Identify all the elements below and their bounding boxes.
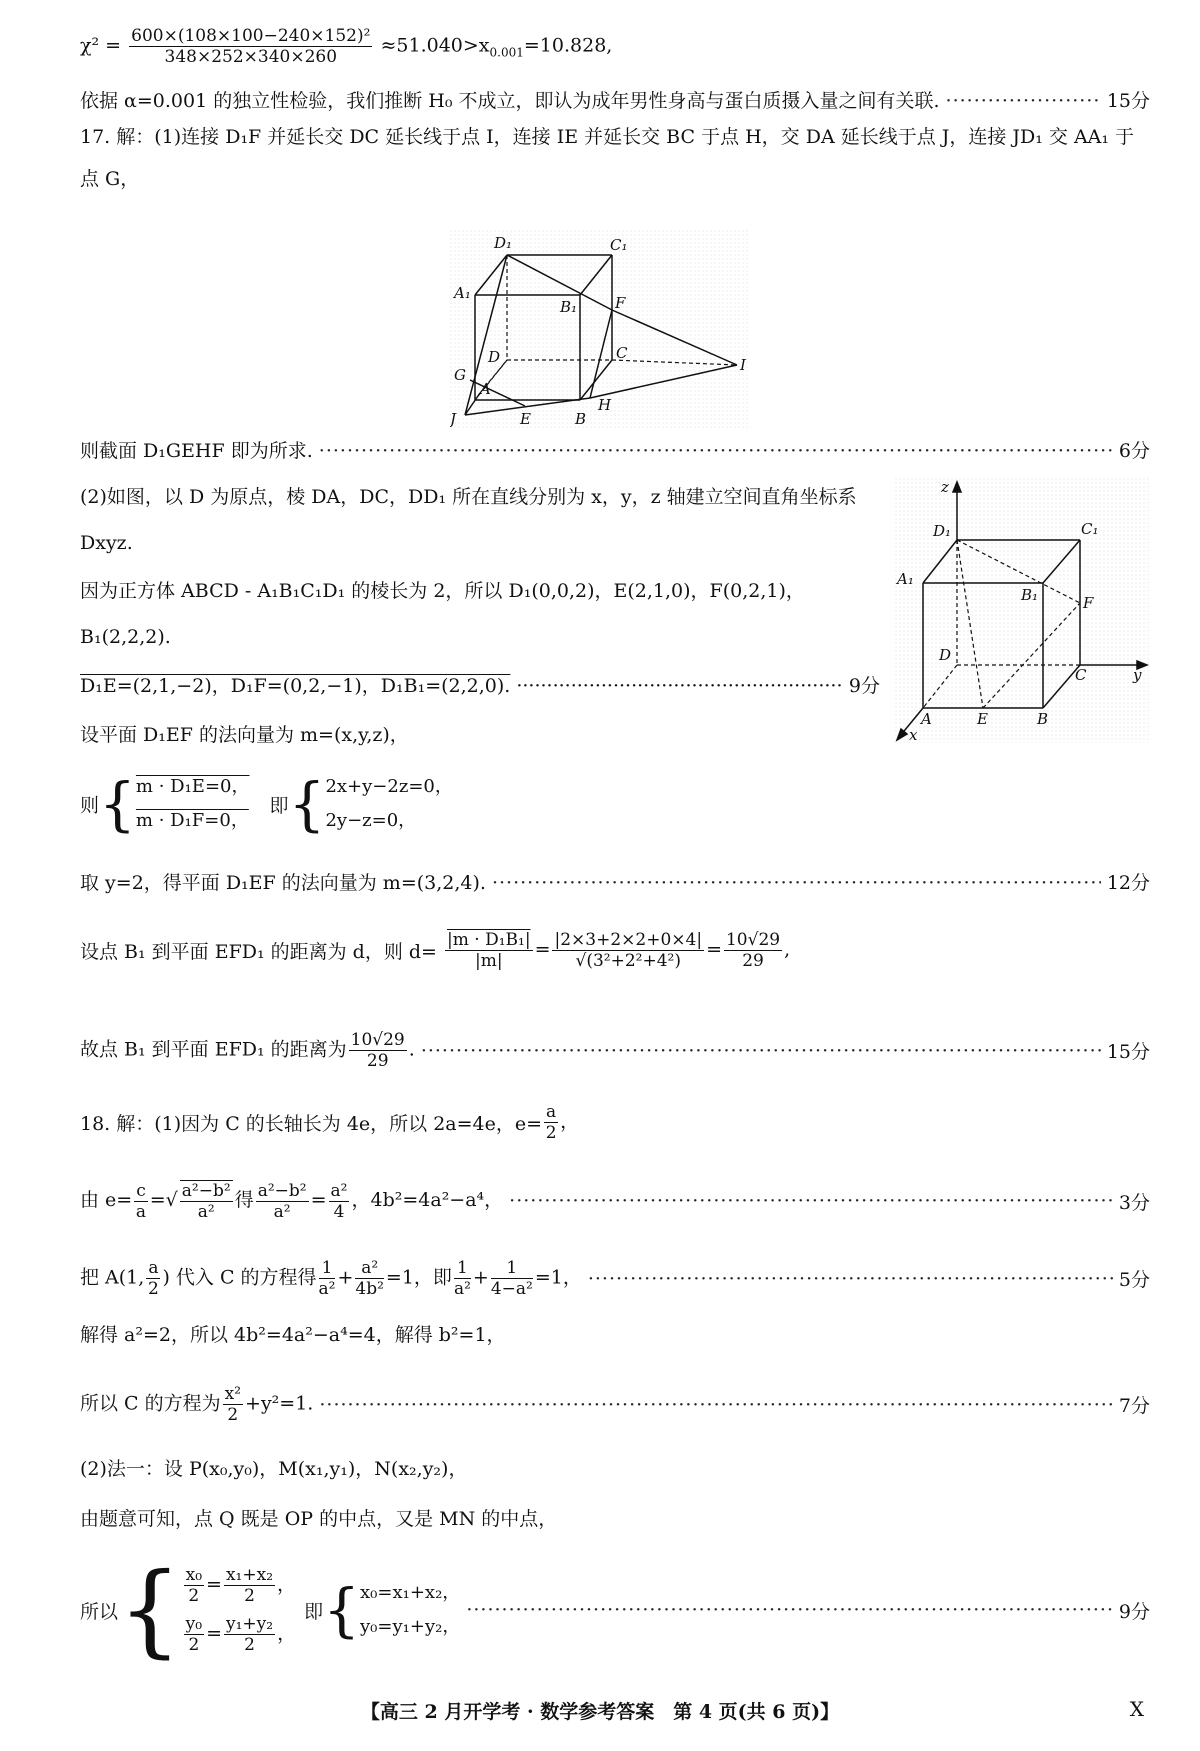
so-end: . bbox=[408, 1038, 415, 1061]
so-pre: 故点 B₁ 到平面 EFD₁ 的距离为 bbox=[80, 1038, 347, 1061]
subA-mid: ) 代入 C 的方程得 bbox=[162, 1266, 317, 1289]
den: |m| bbox=[475, 951, 503, 971]
so-line bbox=[80, 1030, 1150, 1071]
chi-fraction bbox=[129, 26, 372, 67]
label-D1: D₁ bbox=[933, 522, 952, 540]
label-C1: C₁ bbox=[610, 236, 628, 254]
chi-denominator: 348×252×340×260 bbox=[164, 47, 338, 67]
conclusion-text: 依据 α=0.001 的独立性检验，我们推断 H₀ 不成立，即认为成年男性身高与蛋白质摄入量之间有关联. bbox=[80, 90, 940, 112]
num: a² bbox=[330, 1180, 348, 1201]
dist-pre: 设点 B₁ 到平面 EFD₁ 的距离为 d，则 d= bbox=[80, 941, 437, 963]
p17-line-a: 17. 解：(1)连接 D₁F 并延长交 DC 延长线于点 I，连接 IE 并延长交 BC 于点 H，交 DA 延长线于点 J，连接 JD₁ 交 AA₁ 于 bbox=[80, 126, 1135, 148]
den: 2 bbox=[147, 1279, 159, 1299]
dist-frac-1 bbox=[445, 930, 533, 971]
p18-line bbox=[80, 1102, 579, 1143]
take-line bbox=[80, 870, 1150, 896]
den: 2 bbox=[244, 1635, 255, 1655]
conclusion-line bbox=[80, 88, 1150, 114]
brace: { bbox=[323, 1576, 361, 1644]
system-4 bbox=[360, 1576, 460, 1644]
num: 1 bbox=[319, 1258, 336, 1279]
p18-frac bbox=[544, 1102, 558, 1143]
take-text: 取 y=2，得平面 D₁EF 的法向量为 m=(3,2,4). bbox=[80, 872, 486, 894]
e-frac-4 bbox=[329, 1181, 350, 1222]
leader-dots bbox=[492, 870, 1101, 896]
e-line bbox=[80, 1180, 1150, 1222]
score: 15分 bbox=[1106, 1041, 1150, 1063]
distance-line: 设点 B₁ 到平面 EFD₁ 的距离为 d，则 d= $\frac{\text{|m · D₁B₁|}}{|m|}$ = $\frac{|2\times 3+2\times 2+0\times 4|}{\text{√(3²+2²+4²)}}$ = $\frac{10√29}{29}$ , bbox=[80, 930, 791, 971]
e-frac-2 bbox=[180, 1180, 233, 1222]
num: 10√29 bbox=[350, 1030, 405, 1050]
footer-mark: X bbox=[1129, 1697, 1144, 1721]
so-text bbox=[80, 1030, 415, 1071]
eqC-pre: 所以 C 的方程为 bbox=[80, 1392, 221, 1415]
label-D1: D₁ bbox=[494, 234, 513, 252]
eqC-tail: +y²=1. bbox=[245, 1392, 314, 1415]
subA-text bbox=[80, 1258, 582, 1299]
score: 7分 bbox=[1118, 1395, 1150, 1417]
label-z: z bbox=[941, 478, 949, 496]
label-B: B bbox=[575, 410, 587, 428]
brace: { bbox=[118, 1551, 182, 1668]
label-F: F bbox=[615, 294, 626, 312]
system-line bbox=[80, 770, 453, 838]
vector-line bbox=[80, 673, 880, 699]
subA-line bbox=[80, 1258, 1150, 1299]
e-text bbox=[80, 1180, 503, 1222]
s2: $\frac{\text{y₀}}{2}$ = $\frac{\text{y₁+y₂}}{2}$ ， bbox=[185, 1614, 297, 1655]
p2-line-a: (2)如图，以 D 为原点，棱 DA，DC，DD₁ 所在直线分别为 x，y，z 轴建立空间直角坐标系 bbox=[80, 486, 857, 508]
den: 29 bbox=[366, 1051, 389, 1071]
label-G: G bbox=[454, 366, 466, 384]
system-2 bbox=[325, 770, 452, 838]
p2-line-d: B₁(2,2,2). bbox=[80, 626, 171, 648]
sys2-b: 2y−z=0， bbox=[325, 810, 417, 831]
section-line bbox=[80, 438, 1150, 464]
subA-mid2: =1，即 bbox=[385, 1266, 452, 1289]
system-1 bbox=[136, 770, 250, 838]
den: 4−a² bbox=[490, 1279, 533, 1299]
subA-frac-3 bbox=[454, 1258, 471, 1299]
t2: y₀=y₁+y₂， bbox=[360, 1616, 461, 1637]
label-A1: A₁ bbox=[454, 284, 471, 302]
plus: + bbox=[337, 1266, 354, 1289]
den: 2 bbox=[188, 1586, 200, 1606]
brace: { bbox=[99, 770, 136, 838]
p2-line-c: 因为正方体 ABCD - A₁B₁C₁D₁ 的棱长为 2，所以 D₁(0,0,2)，E(2,1,0)，F(0,2,1)， bbox=[80, 580, 805, 602]
num: 1 bbox=[491, 1258, 533, 1279]
frac bbox=[184, 1565, 204, 1606]
brace: { bbox=[288, 770, 326, 838]
suoyi-word: 所以 bbox=[80, 1600, 119, 1623]
so-frac bbox=[349, 1030, 407, 1071]
frac bbox=[224, 1614, 275, 1655]
eqC-frac bbox=[223, 1384, 243, 1425]
vector-text: D₁E=(2,1,−2)，D₁F=(0,2,−1)，D₁B₁=(2,2,0). bbox=[80, 675, 511, 697]
num: y₀ bbox=[185, 1614, 203, 1634]
leader-dots bbox=[588, 1268, 1113, 1290]
e-eq2: = bbox=[310, 1189, 327, 1211]
eqC-line bbox=[80, 1384, 1150, 1425]
dist-frac-3 bbox=[724, 930, 782, 971]
den: 2 bbox=[188, 1635, 200, 1655]
num: 10√29 bbox=[725, 930, 781, 950]
leader-dots bbox=[509, 1190, 1113, 1212]
m2-line-a: (2)法一：设 P(x₀,y₀)，M(x₁,y₁)，N(x₂,y₂)， bbox=[80, 1458, 468, 1480]
den: 2 bbox=[227, 1405, 239, 1425]
num: c bbox=[136, 1180, 146, 1201]
system-3 bbox=[182, 1565, 296, 1655]
normal-intro-line: 设平面 D₁EF 的法向量为 m=(x,y,z)， bbox=[80, 724, 409, 746]
num: a bbox=[546, 1102, 557, 1122]
label-A: A bbox=[921, 710, 932, 728]
num: y₁+y₂ bbox=[225, 1614, 274, 1634]
label-C: C bbox=[616, 344, 628, 362]
chi-numerator: 600×(108×100−240×152)² bbox=[131, 26, 371, 46]
label-D: D bbox=[488, 348, 501, 366]
p2-line-b: Dxyz. bbox=[80, 532, 133, 554]
chi-rhs: ≈51.040>x bbox=[380, 34, 490, 57]
p18-pre: 18. 解：(1)因为 C 的长轴长为 4e，所以 2a=4e，e= bbox=[80, 1113, 543, 1135]
frac bbox=[224, 1565, 275, 1606]
den: a² bbox=[273, 1201, 291, 1222]
num: |2×3+2×2+0×4| bbox=[554, 930, 703, 950]
frac bbox=[184, 1614, 204, 1655]
p18-end: ， bbox=[560, 1110, 580, 1133]
leader-dots bbox=[421, 1040, 1101, 1062]
subA-frac-4 bbox=[491, 1258, 533, 1299]
sys2-a: 2x+y−2z=0， bbox=[325, 776, 453, 797]
e-frac-3 bbox=[256, 1181, 309, 1222]
ji2-word: 即 bbox=[304, 1600, 324, 1623]
subA-frac-2 bbox=[355, 1258, 384, 1299]
figure-cube-section bbox=[450, 230, 750, 428]
label-B: B bbox=[1037, 710, 1049, 728]
leader-dots bbox=[946, 88, 1101, 114]
label-B1: B₁ bbox=[1021, 586, 1039, 604]
label-y: y bbox=[1133, 666, 1142, 684]
cube-section-diagram bbox=[450, 230, 750, 428]
score: 9分 bbox=[1118, 1600, 1150, 1623]
den: √(3²+2²+4²) bbox=[575, 951, 682, 971]
sys1-a: m · D₁E=0， bbox=[135, 776, 250, 797]
score: 6分 bbox=[1118, 440, 1150, 462]
p17-line-b: 点 G， bbox=[80, 168, 140, 190]
den: 29 bbox=[742, 951, 764, 971]
den: 2 bbox=[244, 1586, 255, 1606]
s1: $\frac{\text{x₀}}{2}$ = $\frac{\text{x₁+x₂}}{2}$ ， bbox=[185, 1565, 297, 1606]
num: x² bbox=[224, 1384, 242, 1404]
score: 5分 bbox=[1118, 1269, 1150, 1291]
den: a² bbox=[197, 1202, 215, 1222]
num: x₁+x₂ bbox=[225, 1565, 274, 1585]
score: 15分 bbox=[1106, 90, 1150, 112]
den: 4 bbox=[333, 1201, 345, 1222]
figure-coordinate-cube bbox=[895, 478, 1150, 743]
den: a² bbox=[453, 1279, 471, 1299]
num: x₀ bbox=[185, 1565, 203, 1585]
sys1-b: m · D₁F=0， bbox=[135, 810, 249, 831]
chi-rhs-tail: =10.828, bbox=[523, 34, 613, 57]
score: 9分 bbox=[848, 675, 880, 697]
solve-line: 解得 a²=2，所以 4b²=4a²−a⁴=4，解得 b²=1， bbox=[80, 1324, 506, 1346]
label-C: C bbox=[1075, 666, 1087, 684]
ji-word: 即 bbox=[269, 794, 289, 817]
label-A1: A₁ bbox=[897, 570, 914, 588]
den: 2 bbox=[545, 1123, 557, 1143]
e-tail: ，4b²=4a²−a⁴， bbox=[351, 1189, 504, 1211]
num: a² bbox=[355, 1258, 384, 1279]
num: |m · D₁B₁| bbox=[447, 930, 531, 950]
num: a²−b² bbox=[257, 1180, 307, 1201]
page-footer: 【高三 2 月开学考 · 数学参考答案 第 4 页(共 6 页)】 bbox=[360, 1701, 840, 1723]
label-I: I bbox=[740, 356, 746, 374]
m2-line-b: 由题意可知，点 Q 既是 OP 的中点，又是 MN 的中点， bbox=[80, 1508, 558, 1530]
label-D: D bbox=[939, 646, 952, 664]
label-E: E bbox=[520, 410, 531, 428]
leader-dots bbox=[516, 673, 843, 699]
num: 1 bbox=[454, 1258, 471, 1279]
final-system bbox=[80, 1551, 461, 1668]
chi-square-line bbox=[80, 26, 612, 67]
subA-frac-a bbox=[146, 1258, 160, 1299]
label-E: E bbox=[977, 710, 988, 728]
label-x: x bbox=[909, 726, 918, 743]
num: a bbox=[148, 1258, 159, 1278]
coordinate-cube-diagram bbox=[895, 478, 1150, 743]
ze-word: 则 bbox=[80, 794, 100, 817]
label-B1: B₁ bbox=[560, 298, 578, 316]
score: 3分 bbox=[1118, 1191, 1150, 1214]
e-eq: =√ bbox=[149, 1189, 178, 1211]
subA-pre: 把 A(1, bbox=[80, 1266, 145, 1289]
label-H: H bbox=[598, 396, 612, 414]
t1: x₀=x₁+x₂， bbox=[360, 1582, 461, 1603]
den: a bbox=[135, 1201, 147, 1222]
den: 4b² bbox=[355, 1279, 384, 1299]
leader-dots bbox=[319, 438, 1113, 464]
num: a²−b² bbox=[181, 1181, 231, 1201]
leader-dots bbox=[466, 1599, 1113, 1621]
eqC-text bbox=[80, 1384, 313, 1425]
e-de: 得 bbox=[234, 1189, 254, 1211]
score: 12分 bbox=[1106, 872, 1150, 894]
leader-dots bbox=[319, 1394, 1113, 1416]
subA-frac-1 bbox=[319, 1258, 336, 1299]
chi-rhs-sub: 0.001 bbox=[489, 45, 524, 60]
dist-end: , bbox=[784, 938, 791, 961]
label-J: J bbox=[450, 410, 457, 428]
chi-lhs: χ² = bbox=[80, 34, 122, 57]
label-A: A bbox=[480, 380, 491, 398]
plus: + bbox=[472, 1266, 489, 1289]
label-C1: C₁ bbox=[1081, 520, 1099, 538]
e-frac-1 bbox=[134, 1181, 148, 1222]
subA-tail: =1， bbox=[534, 1266, 582, 1289]
label-F: F bbox=[1083, 594, 1094, 612]
section-text: 则截面 D₁GEHF 即为所求. bbox=[80, 440, 313, 462]
e-pre: 由 e= bbox=[80, 1189, 133, 1211]
final-system-line bbox=[80, 1551, 1150, 1668]
den: a² bbox=[318, 1279, 336, 1299]
dist-frac-2 bbox=[552, 930, 704, 971]
